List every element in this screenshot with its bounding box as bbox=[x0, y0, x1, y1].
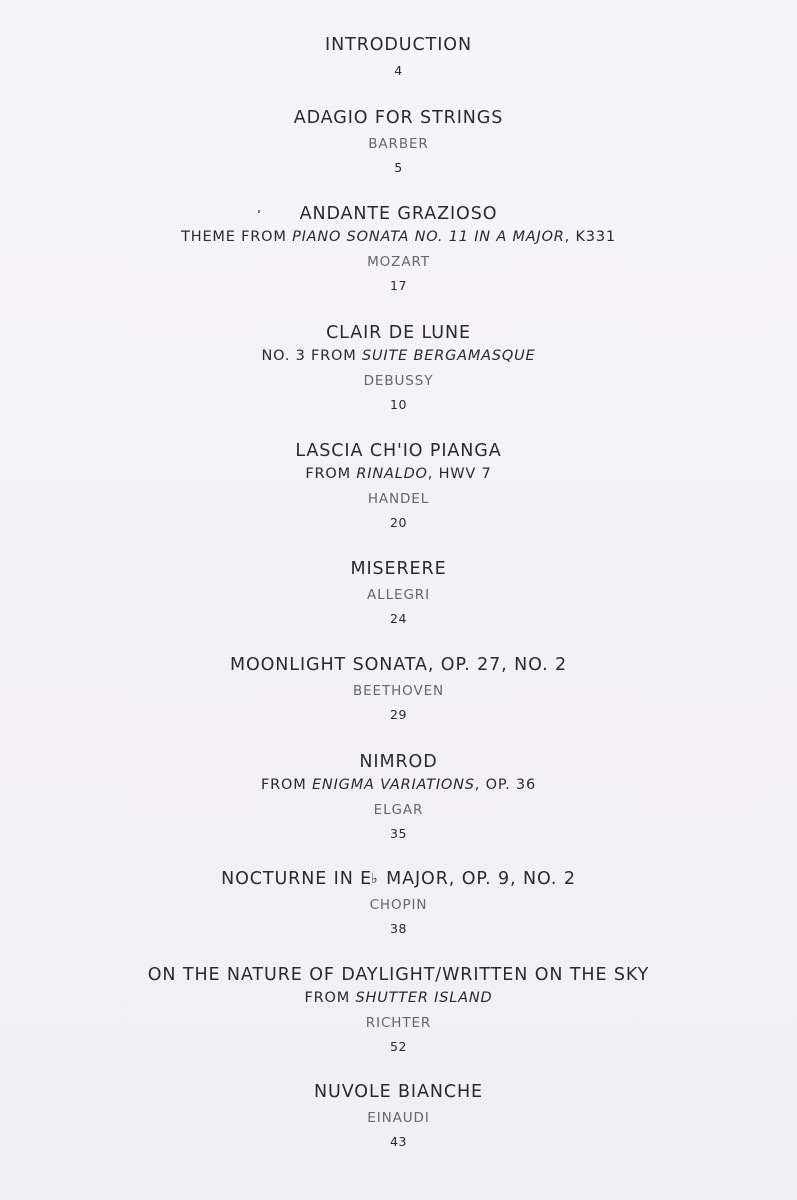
subtitle-work: SUITE BERGAMASQUE bbox=[362, 348, 536, 364]
subtitle-prefix: FROM bbox=[304, 990, 356, 1006]
flat-sign: ♭ bbox=[371, 871, 379, 887]
entry-composer: ALLEGRI bbox=[367, 587, 430, 603]
entry-title: ADAGIO FOR STRINGS bbox=[293, 108, 504, 128]
toc-entry-on-the-nature-of-daylight[interactable] bbox=[0, 963, 797, 1056]
entry-composer: EINAUDI bbox=[367, 1110, 430, 1126]
subtitle-work: PIANO SONATA NO. 11 IN A MAJOR bbox=[292, 229, 565, 245]
entry-title: MISERERE bbox=[350, 559, 447, 579]
toc-entry-introduction[interactable] bbox=[0, 33, 797, 80]
toc-entry-nimrod[interactable] bbox=[0, 750, 797, 843]
entry-title: CLAIR DE LUNE bbox=[326, 323, 471, 343]
entry-title: ANDANTE GRAZIOSO bbox=[299, 204, 498, 224]
toc-entry-andante-grazioso[interactable] bbox=[0, 202, 797, 295]
subtitle-work: RINALDO bbox=[356, 466, 428, 482]
entry-title: LASCIA CH'IO PIANGA bbox=[295, 441, 502, 461]
entry-composer: BARBER bbox=[368, 136, 429, 152]
entry-subtitle bbox=[0, 345, 797, 367]
subtitle-prefix: THEME FROM bbox=[181, 229, 293, 245]
entry-composer: HANDEL bbox=[367, 491, 430, 507]
subtitle-suffix: , K331 bbox=[564, 229, 616, 245]
entry-title: INTRODUCTION bbox=[325, 35, 472, 55]
entry-subtitle bbox=[0, 774, 797, 796]
entry-composer: RICHTER bbox=[365, 1015, 432, 1031]
entry-page-number: 20 bbox=[390, 515, 407, 530]
entry-composer: MOZART bbox=[367, 254, 430, 270]
entry-page-number: 17 bbox=[390, 278, 407, 293]
entry-page-number: 35 bbox=[390, 826, 407, 841]
entry-composer: BEETHOVEN bbox=[352, 683, 445, 699]
subtitle-prefix: NO. 3 FROM bbox=[261, 348, 362, 364]
subtitle-work: ENIGMA VARIATIONS bbox=[311, 777, 475, 793]
table-of-contents bbox=[0, 33, 797, 1151]
entry-title bbox=[0, 867, 797, 891]
toc-entry-moonlight-sonata[interactable] bbox=[0, 653, 797, 724]
toc-entry-nuvole-bianche[interactable] bbox=[0, 1080, 797, 1151]
subtitle-suffix: , HWV 7 bbox=[427, 466, 492, 482]
entry-subtitle bbox=[0, 226, 797, 248]
entry-page-number: 5 bbox=[394, 160, 403, 175]
entry-title: MOONLIGHT SONATA, OP. 27, NO. 2 bbox=[229, 655, 568, 675]
subtitle-suffix: , OP. 36 bbox=[474, 777, 536, 793]
entry-composer: ELGAR bbox=[373, 802, 424, 818]
toc-entry-nocturne[interactable] bbox=[0, 867, 797, 938]
entry-title: NIMROD bbox=[359, 752, 438, 772]
entry-subtitle bbox=[0, 987, 797, 1009]
entry-subtitle bbox=[0, 463, 797, 485]
entry-page-number: 4 bbox=[394, 63, 403, 78]
entry-page-number: 24 bbox=[390, 611, 407, 626]
toc-entry-miserere[interactable] bbox=[0, 557, 797, 628]
title-prefix: NOCTURNE IN E bbox=[221, 869, 373, 889]
entry-page-number: 29 bbox=[390, 707, 407, 722]
entry-title: ON THE NATURE OF DAYLIGHT/WRITTEN ON THE SKY bbox=[147, 965, 650, 985]
subtitle-prefix: FROM bbox=[305, 466, 357, 482]
subtitle-work: SHUTTER ISLAND bbox=[355, 990, 493, 1006]
entry-page-number: 43 bbox=[390, 1134, 407, 1149]
entry-page-number: 10 bbox=[390, 397, 407, 412]
entry-page-number: 52 bbox=[390, 1039, 407, 1054]
title-suffix: MAJOR, OP. 9, NO. 2 bbox=[379, 869, 576, 889]
entry-page-number: 38 bbox=[390, 921, 407, 936]
toc-entry-lascia-chio-pianga[interactable] bbox=[0, 439, 797, 532]
subtitle-prefix: FROM bbox=[261, 777, 312, 793]
entry-title: NUVOLE BIANCHE bbox=[314, 1082, 483, 1102]
entry-composer: DEBUSSY bbox=[363, 373, 434, 389]
toc-entry-clair-de-lune[interactable] bbox=[0, 321, 797, 414]
entry-composer: CHOPIN bbox=[369, 897, 428, 913]
toc-entry-adagio-for-strings[interactable] bbox=[0, 106, 797, 177]
